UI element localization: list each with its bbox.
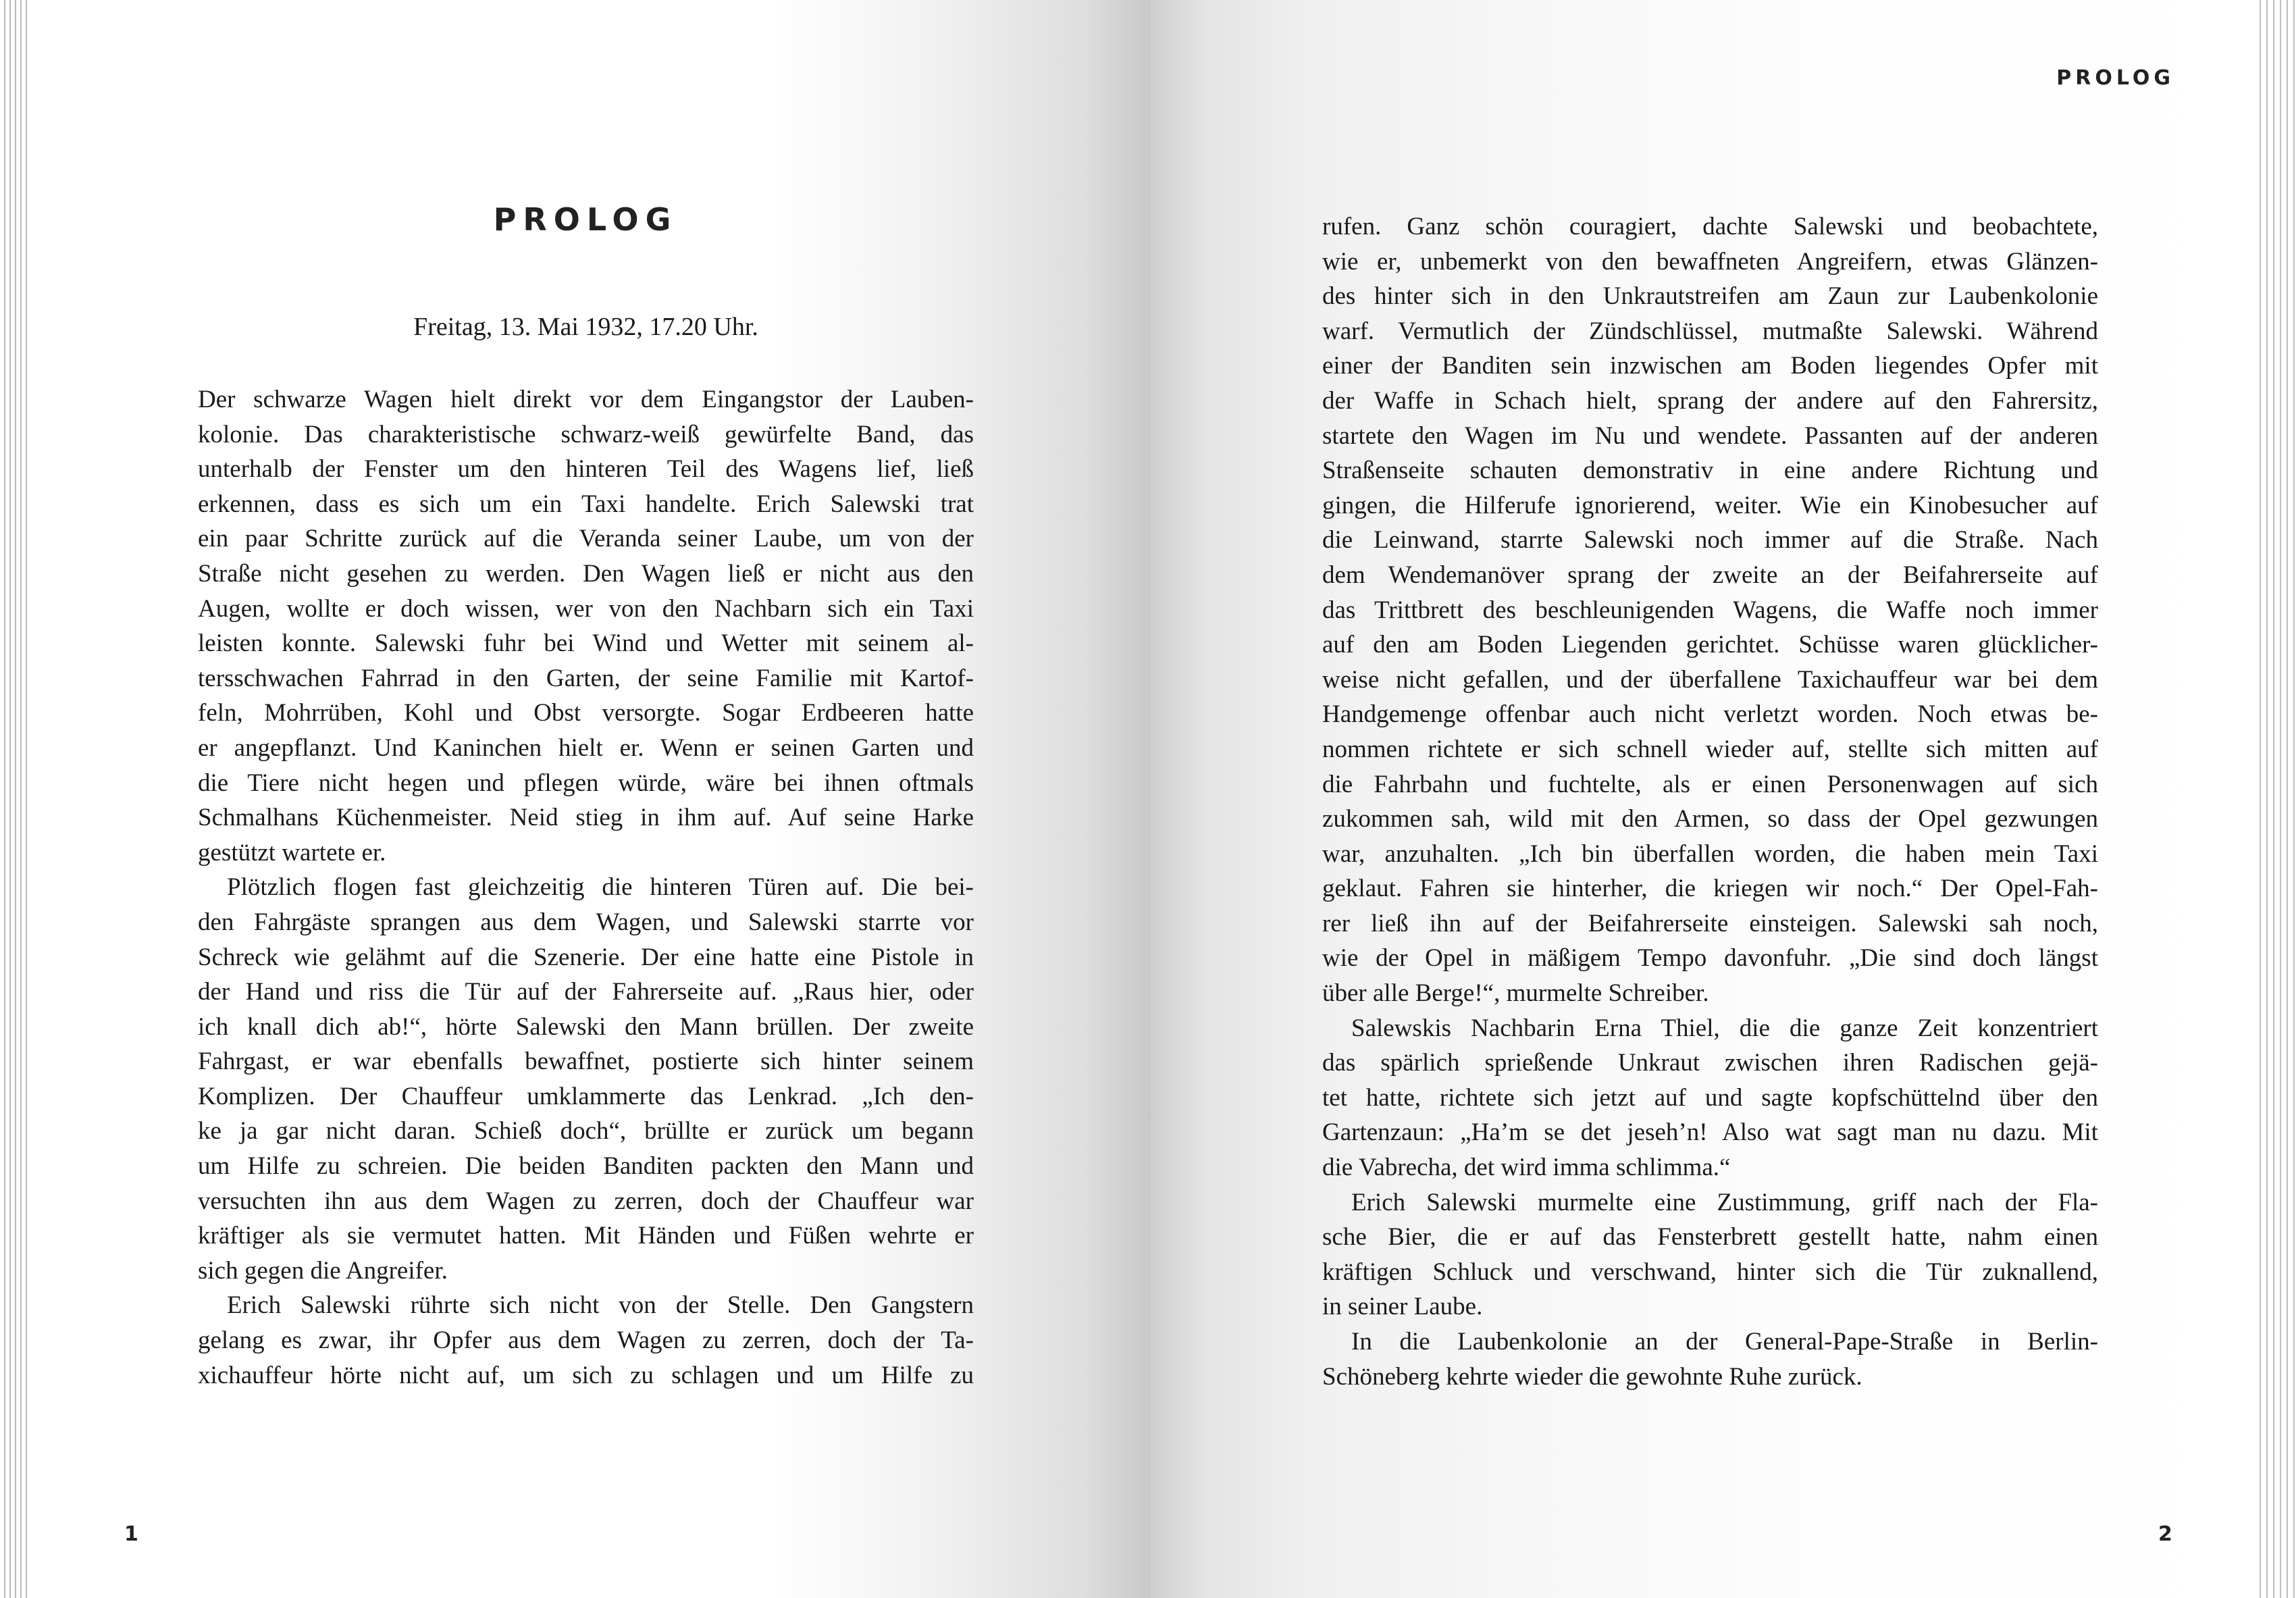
text-line: die Leinwand, starrte Salewski noch immer auf die Straße. Nach [1322,526,2098,555]
page-number-right: 2 [2158,1522,2172,1546]
text-line: geklaut. Fahren sie hinterher, die kriegen wir noch.“ Der Opel-Fah- [1322,875,2098,903]
text-line: weise nicht gefallen, und der überfallene Taxichauffeur war bei dem [1322,665,2098,694]
text-line: einer der Banditen sein inzwischen am Boden liegendes Opfer mit [1322,352,2098,380]
text-line: Fahrgast, er war ebenfalls bewaffnet, postierte sich hinter seinem [198,1048,974,1076]
text-line: Erich Salewski murmelte eine Zustimmung, griff nach der Fla- [1351,1188,2098,1216]
text-line: nommen richtete er sich schnell wieder auf, stellte sich mitten auf [1322,735,2098,763]
text-line: startete den Wagen im Nu und wendete. Passanten auf der anderen [1322,421,2098,450]
text-line: warf. Vermutlich der Zündschlüssel, mutmaßte Salewski. Während [1322,317,2098,345]
paragraph [1322,1185,2098,1324]
paragraph [1322,1011,2098,1185]
text-line: kolonie. Das charakteristische schwarz-weiß gewürfelte Band, das [198,420,974,448]
date-line: Freitag, 13. Mai 1932, 17.20 Uhr. [413,313,758,341]
text-line: die Vabrecha, det wird imma schlimma.“ [1322,1154,1731,1182]
paragraph [198,1288,974,1393]
text-line: Komplizen. Der Chauffeur umklammerte das Lenkrad. „Ich den- [198,1082,974,1110]
page-number-left: 1 [124,1522,138,1546]
text-line: auf den am Boden Liegenden gerichtet. Schüsse waren glücklicher- [1322,631,2098,659]
text-line: Erich Salewski rührte sich nicht von der Stelle. Den Gangstern [227,1291,974,1320]
text-line: wie er, unbemerkt von den bewaffneten Angreifern, etwas Glänzen- [1322,247,2098,276]
text-line: das spärlich sprießende Unkraut zwischen ihren Radischen gejä- [1322,1049,2098,1077]
text-line: ke ja gar nicht daran. Schieß doch“, brüllte er zurück um begann [198,1117,974,1145]
text-line: den Fahrgäste sprangen aus dem Wagen, und Salewski starrte vor [198,908,974,936]
text-line: die Fahrbahn und fuchtelte, als er einen Personenwagen auf sich [1322,770,2098,798]
text-line: versuchten ihn aus dem Wagen zu zerren, doch der Chauffeur war [198,1187,974,1215]
text-line: Der schwarze Wagen hielt direkt vor dem Eingangstor der Lauben- [198,386,974,413]
text-line: Salewskis Nachbarin Erna Thiel, die die ganze Zeit konzentriert [1351,1014,2098,1042]
chapter-title: PROLOG [493,201,678,238]
text-line: In die Laubenkolonie an der General-Pape-Straße in Berlin- [1351,1328,2098,1356]
text-line: rufen. Ganz schön couragiert, dachte Salewski und beobachtete, [1322,213,2098,240]
text-line: Plötzlich flogen fast gleichzeitig die hinteren Türen auf. Die bei- [227,873,974,902]
text-line: wie der Opel in mäßigem Tempo davonfuhr. „Die sind doch längst [1322,944,2098,973]
page-edges-left [0,0,30,1598]
text-line: zukommen sah, wild mit den Armen, so dass der Opel gezwungen [1322,805,2098,833]
running-head: PROLOG [2056,66,2174,90]
text-line: des hinter sich in den Unkrautstreifen am Zaun zur Laubenkolonie [1322,282,2098,311]
text-line: kräftiger als sie vermutet hatten. Mit Händen und Füßen wehrte er [198,1222,974,1250]
text-line: erkennen, dass es sich um ein Taxi handelte. Erich Salewski trat [198,490,974,518]
text-line: um Hilfe zu schreien. Die beiden Banditen packten den Mann und [198,1152,974,1181]
text-line: feln, Mohrrüben, Kohl und Obst versorgte. Sogar Erdbeeren hatte [198,699,974,727]
text-line: leisten konnte. Salewski fuhr bei Wind und Wetter mit seinem al- [198,629,974,658]
text-line: er angepflanzt. Und Kaninchen hielt er. Wenn er seinen Garten und [198,733,974,762]
text-line: Augen, wollte er doch wissen, wer von den Nachbarn sich ein Taxi [198,594,974,623]
text-line: Schreck wie gelähmt auf die Szenerie. Der eine hatte eine Pistole in [198,943,974,971]
text-line: rer ließ ihn auf der Beifahrerseite einsteigen. Salewski sah noch, [1322,909,2098,937]
text-line: über alle Berge!“, murmelte Schreiber. [1322,979,1709,1008]
text-line: unterhalb der Fenster um den hinteren Teil des Wagens lief, ließ [198,455,974,484]
text-line: kräftigen Schluck und verschwand, hinter sich die Tür zuknallend, [1322,1258,2098,1286]
text-line: Straßenseite schauten demonstrativ in eine andere Richtung und [1322,457,2098,485]
page-edges-right [2254,0,2296,1598]
text-line: der Waffe in Schach hielt, sprang der andere auf den Fahrersitz, [1322,386,2098,415]
paragraph [198,870,974,1288]
text-line: ich knall dich ab!“, hörte Salewski den Mann brüllen. Der zweite [198,1012,974,1041]
text-line: sche Bier, die er auf das Fensterbrett gestellt hatte, nahm einen [1322,1223,2098,1252]
text-line: Schöneberg kehrte wieder die gewohnte Ruhe zurück. [1322,1362,1862,1391]
paragraph [198,382,974,870]
text-line: Straße nicht gesehen zu werden. Den Wagen ließ er nicht aus den [198,559,974,588]
text-line: Handgemenge offenbar auch nicht verletzt worden. Noch etwas be- [1322,700,2098,729]
paragraph [1322,1324,2098,1394]
right-page-text [1322,209,2098,1394]
left-page-text [198,382,974,1393]
text-line: gingen, die Hilferufe ignorierend, weiter. Wie ein Kinobesucher auf [1322,491,2098,519]
text-line: gelang es zwar, ihr Opfer aus dem Wagen zu zerren, doch der Ta- [198,1326,974,1355]
paragraph [1322,209,2098,1011]
text-line: tersschwachen Fahrrad in den Garten, der seine Familie mit Kartof- [198,664,974,692]
text-line: Gartenzaun: „Ha’m se det jeseh’n! Also wat sagt man nu dazu. Mit [1322,1118,2098,1147]
text-line: tet hatte, richtete sich jetzt auf und sagte kopfschüttelnd über den [1322,1083,2098,1112]
text-line: ein paar Schritte zurück auf die Veranda seiner Laube, um von der [198,525,974,553]
text-line: in seiner Laube. [1322,1293,1483,1321]
text-line: Schmalhans Küchenmeister. Neid stieg in ihm auf. Auf seine Harke [198,804,974,832]
text-line: war, anzuhalten. „Ich bin überfallen worden, die haben mein Taxi [1322,840,2098,868]
text-line: xichauffeur hörte nicht auf, um sich zu schlagen und um Hilfe zu [198,1361,974,1389]
text-line: gestützt wartete er. [198,838,386,867]
text-line: die Tiere nicht hegen und pflegen würde, wäre bei ihnen oftmals [198,769,974,797]
text-line: der Hand und riss die Tür auf der Fahrerseite auf. „Raus hier, oder [198,978,974,1006]
text-line: dem Wendemanöver sprang der zweite an der Beifahrerseite auf [1322,561,2098,589]
text-line: sich gegen die Angreifer. [198,1256,448,1285]
text-line: das Trittbrett des beschleunigenden Wagens, die Waffe noch immer [1322,596,2098,624]
